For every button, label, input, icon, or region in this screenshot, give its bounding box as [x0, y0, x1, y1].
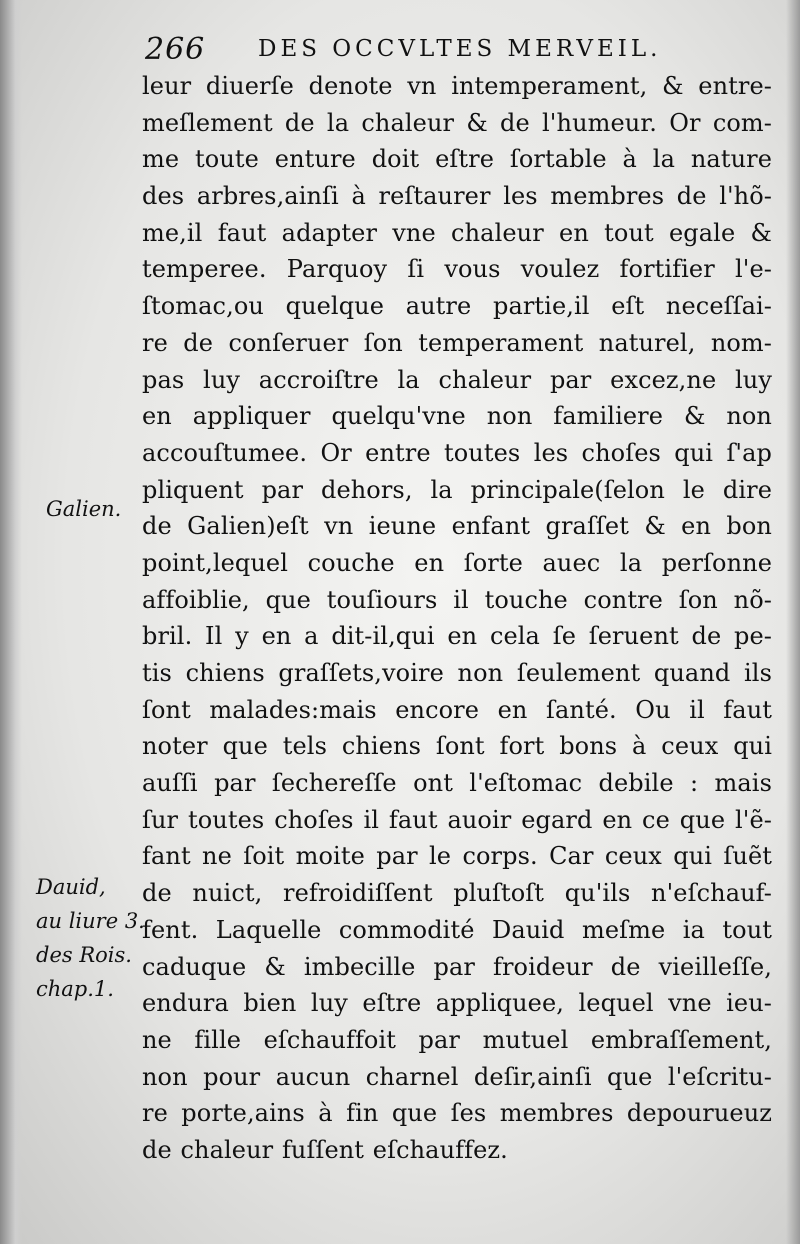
- text-line: auſſi par ſechereſſe ont l'eſtomac debile : mais: [142, 769, 772, 798]
- text-line: fent. Laquelle commodité Dauid meſme ia tout: [142, 915, 772, 944]
- margin-note-line: au liure 3.: [36, 909, 145, 933]
- text-line: temperee. Parquoy ſi vous voulez fortifier l'e-: [142, 255, 772, 284]
- text-line: fant ne ſoit moite par le corps. Car ceux qui ſuẽt: [142, 842, 772, 871]
- text-line: re de conſeruer ſon temperament naturel, nom-: [142, 328, 772, 357]
- text-line: de nuict, refroidiſſent pluſtoſt qu'ils n'eſchauf-: [142, 879, 772, 908]
- text-line: tis chiens graſſets,voire non ſeulement quand ils: [142, 659, 772, 687]
- text-line: noter que tels chiens ſont fort bons à ceux qui: [142, 732, 772, 761]
- text-line: de Galien)eſt vn ieune enfant graſſet & en bon: [142, 512, 772, 541]
- page-number: 266: [145, 32, 206, 67]
- text-line: en appliquer quelqu'vne non familiere & non: [142, 402, 772, 431]
- text-line: ſtomac,ou quelque autre partie,il eſt neceſſai-: [142, 292, 772, 321]
- text-line: affoiblie, que touſiours il touche contre ſon nõ-: [142, 585, 772, 614]
- margin-note-line: Dauid,: [36, 875, 106, 899]
- margin-note-david: [36, 870, 145, 1006]
- text-line: ſur toutes choſes il faut auoir egard en ce que l'ẽ-: [142, 805, 772, 834]
- text-line: des arbres,ainſi à reſtaurer les membres de l'hõ-: [142, 182, 772, 211]
- margin-note-line: chap.1.: [36, 977, 114, 1001]
- text-line: pas luy accroiſtre la chaleur par excez,ne luy: [142, 365, 772, 394]
- text-line: point,lequel couche en ſorte auec la perſonne: [142, 548, 772, 577]
- margin-note-galien: Galien.: [46, 497, 122, 521]
- text-line: re porte,ains à fin que ſes membres depourueuz: [142, 1099, 772, 1128]
- text-line: ſont malades:mais encore en ſanté. Ou il faut: [142, 695, 772, 724]
- text-line: ne fille eſchauffoit par mutuel embraſſement,: [142, 1025, 772, 1054]
- page-header: [140, 32, 780, 72]
- text-line: me,il faut adapter vne chaleur en tout egale &: [142, 218, 772, 247]
- text-line: leur diuerſe denote vn intemperament, & entre-: [142, 72, 772, 100]
- text-line: me toute enture doit eſtre ſortable à la nature: [142, 145, 772, 174]
- text-line last-line: de chaleur fuſſent eſchauffez.: [142, 1135, 508, 1164]
- text-line: bril. Il y en a dit-il,qui en cela ſe ſeruent de pe-: [142, 622, 772, 651]
- body-text: [142, 68, 772, 1169]
- text-line: endura bien luy eſtre appliquee, lequel vne ieu-: [142, 989, 772, 1018]
- margin-note-line: des Rois.: [36, 943, 132, 967]
- text-line: meſlement de la chaleur & de l'humeur. Or com-: [142, 108, 772, 137]
- page-edge-shadow: [786, 0, 800, 1244]
- text-line: accouſtumee. Or entre toutes les choſes qui ſ'ap: [142, 438, 772, 467]
- text-line: pliquent par dehors, la principale(ſelon le dire: [142, 475, 772, 504]
- text-line: caduque & imbecille par froideur de vieilleſſe,: [142, 952, 772, 981]
- running-title: DES OCCVLTES MERVEIL.: [258, 36, 662, 62]
- page-gutter-shadow: [0, 0, 22, 1244]
- text-line: non pour aucun charnel deſir,ainſi que l'eſcritu-: [142, 1062, 772, 1091]
